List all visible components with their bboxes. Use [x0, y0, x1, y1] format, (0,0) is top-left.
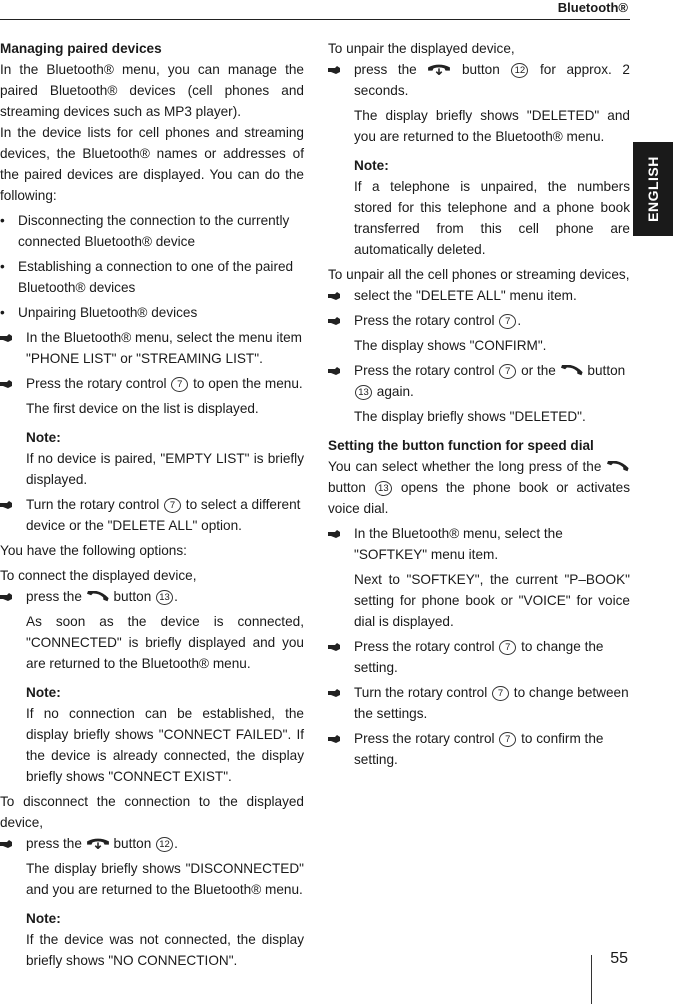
pointing-hand-icon — [0, 593, 13, 601]
pointing-hand-icon — [328, 367, 341, 375]
note-label: Note: — [26, 911, 61, 926]
connect-intro: To connect the displayed device, — [0, 568, 197, 583]
pointing-hand-icon — [0, 334, 13, 342]
instruction-step: In the Bluetooth® menu, select the "SOFTKEY" menu item. — [328, 523, 630, 565]
instruction-step: select the "DELETE ALL" menu item. — [328, 285, 630, 306]
pointing-hand-icon — [0, 380, 13, 388]
step-result: The display briefly shows "DELETED". — [354, 409, 586, 424]
unpair-intro: To unpair the displayed device, — [328, 41, 515, 56]
note-text: If the device was not connected, the display briefly shows "NO CONNECTION". — [26, 932, 304, 968]
instruction-step: Press the rotary control 7 to open the menu. — [0, 373, 304, 394]
button-ref: 12 — [511, 63, 528, 78]
rotary-control-ref: 7 — [499, 364, 516, 379]
pointing-hand-icon — [0, 840, 13, 848]
speed-dial-intro: You can select whether the long press of the button 13 opens the phone book or activates voice dial. — [328, 459, 631, 516]
note-label: Note: — [26, 430, 61, 445]
step-result: The first device on the list is displayed. — [26, 401, 259, 416]
step-result: Next to "SOFTKEY", the current "P–BOOK" setting for phone book or "VOICE" for voice dial is displayed. — [354, 572, 630, 629]
pointing-hand-icon — [328, 66, 341, 74]
instruction-step: press the button 13 . — [0, 586, 304, 607]
note-text: If no connection can be established, the display briefly shows "CONNECT FAILED". If the device is already connected, the display briefly shows "CONNECT EXIST". — [26, 706, 304, 784]
pointing-hand-icon — [328, 317, 341, 325]
step-result: As soon as the device is connected, "CONNECTED" is briefly displayed and you are returned to the Bluetooth® menu. — [26, 614, 304, 671]
bullet-item: • Disconnecting the connection to the currently connected Bluetooth® device — [0, 213, 290, 249]
right-column — [328, 38, 630, 770]
phone-call-icon — [606, 461, 630, 472]
step-result: The display briefly shows "DELETED" and you are returned to the Bluetooth® menu. — [354, 108, 630, 144]
bullet-item: • Establishing a connection to one of the paired Bluetooth® devices — [0, 259, 294, 295]
page-number: 55 — [610, 950, 628, 967]
section-heading-speed-dial: Setting the button function for speed dial — [328, 438, 594, 453]
disconnect-intro: To disconnect the connection to the displayed device, — [0, 794, 304, 830]
header-title: Bluetooth® — [557, 0, 628, 15]
pointing-hand-icon — [328, 643, 341, 651]
pointing-hand-icon — [328, 689, 341, 697]
rotary-control-ref: 7 — [499, 732, 516, 747]
pointing-hand-icon — [328, 530, 341, 538]
button-ref: 13 — [156, 590, 173, 605]
bullet-item: • Unpairing Bluetooth® devices — [0, 305, 198, 320]
instruction-step: Press the rotary control 7 or the button 13 again. — [328, 360, 630, 402]
options-text: You have the following options: — [0, 543, 187, 558]
instruction-step: press the button 12 for approx. 2 seconds. — [328, 59, 630, 101]
language-tab — [633, 142, 673, 236]
button-ref: 12 — [156, 837, 173, 852]
intro-paragraph-1: In the Bluetooth® menu, you can manage the paired Bluetooth® devices (cell phones and streaming devices such as MP3 player). — [0, 62, 304, 119]
unpair-all-intro: To unpair all the cell phones or streaming devices, — [328, 267, 630, 282]
button-ref: 13 — [375, 481, 392, 496]
step-result: The display shows "CONFIRM". — [354, 338, 547, 353]
instruction-step: Turn the rotary control 7 to change between the settings. — [328, 682, 630, 724]
pointing-hand-icon — [0, 501, 13, 509]
phone-end-icon — [86, 838, 110, 849]
note-label: Note: — [26, 685, 61, 700]
pointing-hand-icon — [328, 735, 341, 743]
phone-call-icon — [560, 365, 584, 376]
note-label: Note: — [354, 158, 389, 173]
instruction-step: Turn the rotary control 7 to select a different device or the "DELETE ALL" option. — [0, 494, 304, 536]
instruction-step: Press the rotary control 7 to change the setting. — [328, 636, 630, 678]
rotary-control-ref: 7 — [171, 377, 188, 392]
note-text: If no device is paired, "EMPTY LIST" is briefly displayed. — [26, 451, 304, 487]
section-heading-managing: Managing paired devices — [0, 41, 162, 56]
pointing-hand-icon — [328, 292, 341, 300]
step-result: The display briefly shows "DISCONNECTED" and you are returned to the Bluetooth® menu. — [26, 861, 304, 897]
instruction-step: press the button 12 . — [0, 833, 304, 854]
button-ref: 13 — [355, 385, 372, 400]
instruction-step: In the Bluetooth® menu, select the menu item "PHONE LIST" or "STREAMING LIST". — [0, 327, 304, 369]
intro-paragraph-2: In the device lists for cell phones and streaming devices, the Bluetooth® names or addresses of the paired devices are displayed. You can do the following: — [0, 125, 304, 203]
phone-call-icon — [86, 591, 110, 602]
header-rule — [0, 19, 630, 20]
left-column — [0, 38, 304, 971]
page-number-rule — [591, 955, 592, 1004]
instruction-step: Press the rotary control 7 . — [328, 310, 630, 331]
rotary-control-ref: 7 — [499, 314, 516, 329]
rotary-control-ref: 7 — [499, 640, 516, 655]
rotary-control-ref: 7 — [492, 686, 509, 701]
rotary-control-ref: 7 — [164, 498, 181, 513]
phone-end-icon — [427, 64, 451, 75]
note-text: If a telephone is unpaired, the numbers stored for this telephone and a phone book transferred from this cell phone are automatically deleted. — [354, 179, 630, 257]
instruction-step: Press the rotary control 7 to confirm the setting. — [328, 728, 630, 770]
language-tab-label: ENGLISH — [645, 156, 661, 222]
